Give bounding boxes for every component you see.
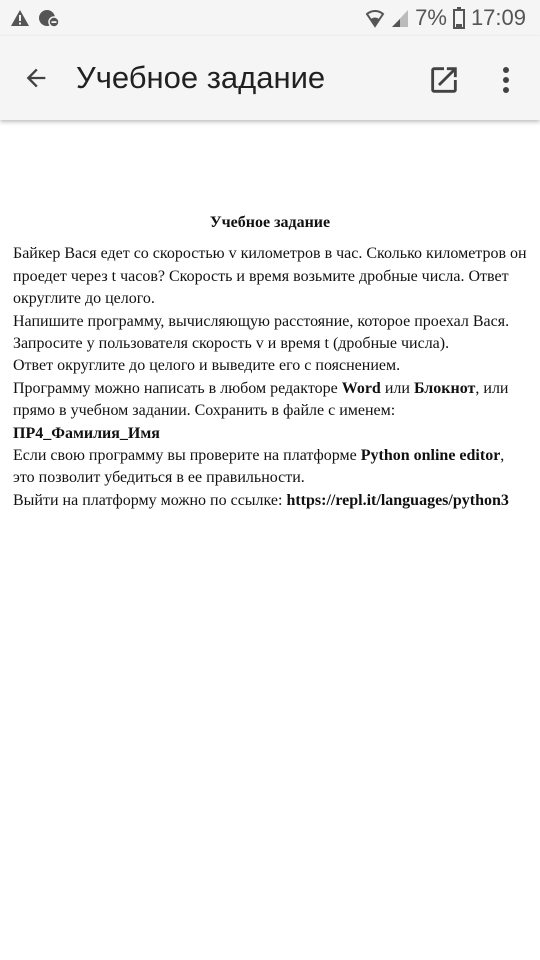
wifi-icon	[365, 8, 385, 28]
blocked-notification-icon	[38, 8, 60, 28]
text-run: Программу можно написать в любом редакторе	[13, 379, 342, 397]
text-line	[13, 445, 540, 467]
text-run: ,	[500, 447, 505, 465]
text-line: округлите до целого.	[13, 290, 155, 308]
arrow-back-icon	[22, 64, 50, 92]
battery-icon	[453, 7, 465, 29]
text-line: проедет через t часов? Скорость и время возьмите дробные числа. Ответ	[13, 267, 509, 285]
more-vert-icon	[501, 65, 511, 95]
status-indicators	[365, 5, 526, 31]
more-options-button[interactable]	[488, 58, 524, 102]
platform-name: Python online editor	[360, 447, 501, 465]
editor-name-word: Word	[341, 379, 381, 397]
notification-icons	[10, 8, 60, 28]
text-line	[13, 490, 540, 512]
text-run: , или	[475, 379, 509, 397]
back-button[interactable]	[16, 58, 56, 98]
text-line: Запросите у пользователя скорость v и время t (дробные числа).	[13, 335, 450, 353]
page-title: Учебное задание	[76, 60, 326, 95]
text-line	[13, 378, 540, 400]
text-run: или	[380, 379, 414, 397]
text-line: прямо в учебном задании. Сохранить в файле с именем:	[13, 402, 396, 420]
open-in-new-icon	[427, 63, 461, 97]
text-line: Байкер Вася едет со скоростью v километров в час. Сколько километров он	[13, 245, 527, 263]
warning-icon	[10, 9, 30, 27]
editor-name-notepad: Блокнот	[413, 379, 476, 397]
text-line: это позволит убедиться в ее правильности.	[13, 469, 305, 487]
text-run: Выйти на платформу можно по ссылке:	[13, 491, 287, 509]
filename-line	[13, 423, 540, 445]
text-line: Ответ округлите до целого и выведите его с пояснением.	[13, 357, 401, 375]
open-external-button[interactable]	[422, 58, 466, 102]
document-content	[13, 212, 540, 512]
app-bar	[0, 36, 540, 120]
document-viewer[interactable]	[0, 120, 540, 960]
text-run: Если свою программу вы проверите на платформе	[13, 447, 361, 465]
status-bar	[0, 0, 540, 36]
platform-link[interactable]: https://repl.it/languages/python3	[286, 491, 509, 509]
text-line: Напишите программу, вычисляющую расстояние, которое проехал Вася.	[13, 312, 510, 330]
signal-icon	[391, 8, 409, 28]
document-title: Учебное задание	[209, 214, 331, 231]
filename: ПР4_Фамилия_Имя	[13, 424, 160, 442]
clock: 17:09	[470, 5, 526, 30]
battery-percent: 7%	[415, 5, 447, 30]
